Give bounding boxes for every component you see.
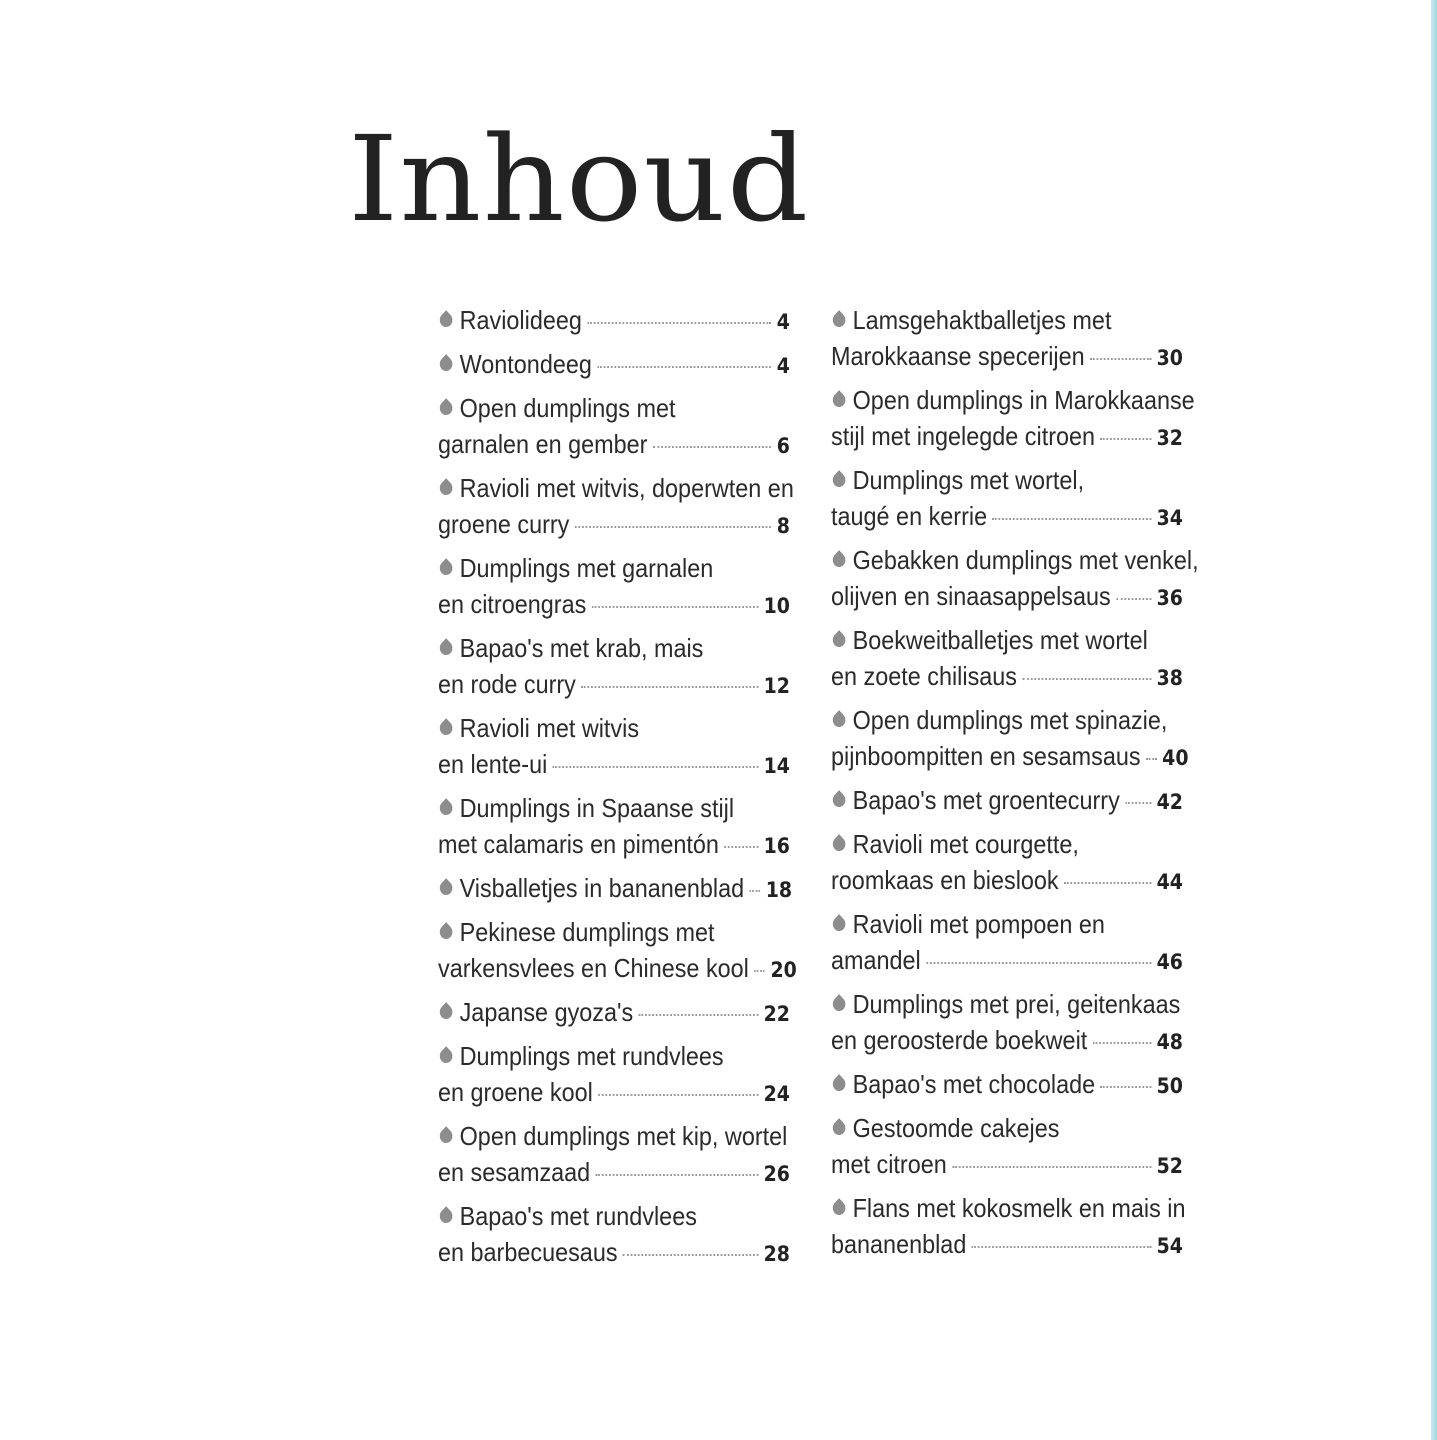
toc-entry[interactable]: [831, 1066, 1183, 1104]
dot-leader: [639, 1014, 759, 1016]
toc-entry[interactable]: [438, 914, 797, 988]
page-number: 20: [770, 958, 797, 982]
toc-entry-line: [831, 498, 1183, 536]
water-drop-icon: [830, 470, 848, 490]
toc-entry-title: Dumplings met rundvlees: [459, 1041, 724, 1071]
page-number: 26: [763, 1162, 790, 1186]
toc-entry[interactable]: [831, 782, 1183, 820]
dot-leader: [1090, 358, 1151, 360]
toc-entry-line: [438, 1118, 790, 1154]
toc-entry-title: amandel: [831, 945, 921, 975]
toc-entry[interactable]: [831, 1110, 1183, 1184]
page-number: 18: [765, 878, 793, 902]
toc-column-right: [831, 302, 1199, 1270]
toc-entry-title: en groene kool: [438, 1077, 593, 1107]
water-drop-icon: [830, 914, 848, 934]
toc-entry-title: Open dumplings met: [459, 393, 676, 423]
water-drop-icon: [830, 1118, 848, 1138]
water-drop-icon: [437, 354, 455, 374]
toc-entry-title: Visballetjes in bananenblad: [459, 873, 745, 903]
toc-entry[interactable]: [438, 470, 794, 544]
dot-leader: [1125, 802, 1151, 804]
page-number: 12: [763, 674, 790, 698]
dot-leader: [754, 970, 765, 972]
toc-entry[interactable]: [831, 462, 1183, 536]
toc-entry[interactable]: [438, 302, 790, 340]
toc-entry[interactable]: [438, 346, 790, 384]
toc-entry[interactable]: [438, 1118, 790, 1192]
toc-entry[interactable]: [831, 302, 1183, 376]
toc-entry-title: Open dumplings met kip, wortel: [459, 1121, 788, 1151]
page-number: 48: [1156, 1030, 1183, 1054]
toc-entry-title: Bapao's met rundvlees: [459, 1201, 697, 1231]
toc-entry-line: [831, 418, 1183, 456]
toc-entry[interactable]: [438, 790, 790, 864]
toc-entry-title: en sesamzaad: [438, 1157, 591, 1187]
toc-entry-line: [438, 1198, 790, 1234]
water-drop-icon: [437, 310, 455, 330]
dot-leader: [581, 686, 758, 688]
toc-entry-title: Dumplings met prei, geitenkaas: [852, 989, 1181, 1019]
page-number: 14: [763, 754, 790, 778]
toc-entry-line: [831, 1146, 1183, 1184]
water-drop-icon: [437, 718, 455, 738]
page-number: 28: [763, 1242, 790, 1266]
page-number: 54: [1156, 1234, 1183, 1258]
toc-column-left: [438, 302, 797, 1278]
toc-entry-title: en zoete chilisaus: [831, 661, 1018, 691]
water-drop-icon: [830, 390, 848, 410]
dot-leader: [596, 1174, 759, 1176]
dot-leader: [1100, 438, 1151, 440]
dot-leader: [587, 322, 771, 324]
water-drop-icon: [830, 834, 848, 854]
toc-entry-line: [831, 338, 1183, 376]
toc-entry-line: [831, 542, 1199, 578]
dot-leader: [1146, 758, 1157, 760]
toc-entry-title: pijnboompitten en sesamsaus: [831, 741, 1141, 771]
page-number: 42: [1156, 790, 1183, 814]
toc-entry-title: roomkaas en bieslook: [831, 865, 1059, 895]
toc-entry-line: [831, 702, 1183, 738]
toc-entry-line: [438, 426, 790, 464]
toc-entry[interactable]: [438, 550, 790, 624]
dot-leader: [749, 890, 760, 892]
toc-entry-title: Boekweitballetjes met wortel: [852, 625, 1148, 655]
page-number: 40: [1162, 746, 1189, 770]
dot-leader: [1093, 1042, 1152, 1044]
toc-entry-line: [831, 462, 1183, 498]
toc-entry-title: met calamaris en pimentón: [438, 829, 719, 859]
toc-entry-line: [831, 826, 1183, 862]
toc-entry-line: [438, 994, 790, 1032]
toc-entry-line: [831, 1022, 1183, 1060]
toc-entry-title: met citroen: [831, 1149, 947, 1179]
toc-entry-title: en barbecuesaus: [438, 1237, 618, 1267]
toc-entry[interactable]: [831, 1190, 1186, 1264]
toc-entry-title: Raviolideeg: [459, 305, 582, 335]
page-number: 46: [1156, 950, 1183, 974]
dot-leader: [1101, 1086, 1152, 1088]
toc-entry[interactable]: [438, 870, 793, 908]
water-drop-icon: [830, 790, 848, 810]
toc-entry-title: Flans met kokosmelk en mais in: [852, 1193, 1186, 1223]
toc-entry[interactable]: [438, 710, 790, 784]
toc-entry-title: Dumplings met wortel,: [852, 465, 1085, 495]
toc-entry-line: [438, 790, 790, 826]
water-drop-icon: [437, 878, 455, 898]
toc-entry-line: [438, 346, 790, 384]
toc-entry-line: [438, 666, 790, 704]
page-number: 24: [763, 1082, 790, 1106]
toc-entry-line: [831, 1226, 1183, 1264]
water-drop-icon: [437, 1126, 455, 1146]
toc-entry-line: [438, 1074, 790, 1112]
toc-entry-title: groene curry: [438, 509, 570, 539]
dot-leader: [926, 962, 1151, 964]
toc-entry-line: [438, 550, 790, 586]
water-drop-icon: [830, 994, 848, 1014]
toc-entry-title: en citroengras: [438, 589, 587, 619]
toc-entry-line: [438, 302, 790, 340]
water-drop-icon: [830, 1074, 848, 1094]
toc-entry[interactable]: [831, 986, 1183, 1060]
water-drop-icon: [437, 1046, 455, 1066]
toc-entry-line: [831, 658, 1183, 696]
toc-entry-line: [831, 1190, 1186, 1226]
toc-entry-title: varkensvlees en Chinese kool: [438, 953, 749, 983]
dot-leader: [1116, 598, 1151, 600]
water-drop-icon: [437, 1206, 455, 1226]
toc-entry-title: olijven en sinaasappelsaus: [831, 581, 1111, 611]
page-edge-strip: [1431, 0, 1437, 1440]
water-drop-icon: [830, 630, 848, 650]
page-number: 6: [776, 434, 790, 458]
toc-entry[interactable]: [831, 906, 1183, 980]
toc-entry-line: [831, 1066, 1183, 1104]
page-number: 50: [1156, 1074, 1183, 1098]
toc-entry-line: [831, 906, 1183, 942]
toc-entry-title: Dumplings met garnalen: [459, 553, 714, 583]
toc-entry-line: [831, 382, 1195, 418]
toc-entry[interactable]: [438, 994, 790, 1032]
toc-entry-title: Marokkaanse specerijen: [831, 341, 1085, 371]
dot-leader: [724, 846, 758, 848]
toc-entry-title: Ravioli met pompoen en: [852, 909, 1105, 939]
toc-entry-title: en geroosterde boekweit: [831, 1025, 1088, 1055]
toc-entry[interactable]: [831, 826, 1183, 900]
water-drop-icon: [437, 558, 455, 578]
toc-entry-line: [438, 470, 794, 506]
dot-leader: [1064, 882, 1151, 884]
toc-entry-title: Wontondeeg: [459, 349, 592, 379]
toc-entry-line: [831, 578, 1183, 616]
toc-entry-line: [438, 390, 790, 426]
dot-leader: [972, 1246, 1151, 1248]
water-drop-icon: [437, 478, 455, 498]
dot-leader: [575, 526, 772, 528]
toc-entry-line: [438, 746, 790, 784]
toc-entry-line: [438, 1154, 790, 1192]
toc-entry-line: [438, 630, 790, 666]
page-number: 10: [763, 594, 790, 618]
water-drop-icon: [830, 310, 848, 330]
dot-leader: [553, 766, 759, 768]
toc-entry-line: [438, 870, 793, 908]
page-number: 36: [1156, 586, 1183, 610]
water-drop-icon: [437, 1002, 455, 1022]
water-drop-icon: [830, 1198, 848, 1218]
toc-entry-line: [438, 950, 797, 988]
toc-entry-title: Ravioli met courgette,: [852, 829, 1079, 859]
page-title: Inhoud: [348, 110, 810, 248]
toc-entry-title: stijl met ingelegde citroen: [831, 421, 1096, 451]
toc-entry-line: [831, 622, 1183, 658]
page-number: 4: [776, 310, 790, 334]
page-number: 38: [1156, 666, 1183, 690]
dot-leader: [623, 1254, 758, 1256]
toc-entry[interactable]: [831, 382, 1195, 456]
dot-leader: [598, 1094, 758, 1096]
toc-entry-line: [438, 586, 790, 624]
toc-entry[interactable]: [438, 1198, 790, 1272]
water-drop-icon: [437, 798, 455, 818]
toc-entry-line: [831, 986, 1183, 1022]
toc-entry-line: [438, 1038, 790, 1074]
toc-entry-line: [438, 914, 790, 950]
toc-entry-line: [438, 826, 790, 864]
toc-entry-line: [831, 942, 1183, 980]
page-number: 30: [1156, 346, 1183, 370]
toc-entry-line: [831, 862, 1183, 900]
page-number: 34: [1156, 506, 1183, 530]
dot-leader: [597, 366, 771, 368]
toc-entry-line: [831, 302, 1183, 338]
toc-entry[interactable]: [831, 542, 1199, 616]
dot-leader: [952, 1166, 1151, 1168]
water-drop-icon: [437, 398, 455, 418]
toc-entry[interactable]: [438, 390, 790, 464]
toc-entry-title: en lente-ui: [438, 749, 548, 779]
toc-entry-title: Pekinese dumplings met: [459, 917, 715, 947]
water-drop-icon: [437, 638, 455, 658]
toc-entry-title: en rode curry: [438, 669, 576, 699]
toc-entry-title: Ravioli met witvis: [459, 713, 640, 743]
page-number: 32: [1156, 426, 1183, 450]
water-drop-icon: [830, 550, 848, 570]
toc-entry-title: Bapao's met krab, mais: [459, 633, 704, 663]
toc-entry[interactable]: [438, 1038, 790, 1112]
toc-entry-line: [438, 710, 790, 746]
page-number: 52: [1156, 1154, 1183, 1178]
page-number: 22: [763, 1002, 790, 1026]
toc-entry-title: Ravioli met witvis, doperwten en: [459, 473, 794, 503]
toc-entry-title: bananenblad: [831, 1229, 967, 1259]
page-number: 4: [776, 354, 790, 378]
page-number: 16: [763, 834, 790, 858]
toc-entry-title: Gebakken dumplings met venkel,: [852, 545, 1199, 575]
toc-entry-title: Bapao's met groentecurry: [852, 785, 1120, 815]
water-drop-icon: [830, 710, 848, 730]
toc-entry-line: [831, 1110, 1183, 1146]
toc-entry-line: [438, 506, 790, 544]
toc-entry-title: taugé en kerrie: [831, 501, 988, 531]
toc-entry[interactable]: [831, 702, 1189, 776]
toc-entry-line: [831, 738, 1189, 776]
toc-entry-title: Lamsgehaktballetjes met: [852, 305, 1112, 335]
dot-leader: [993, 518, 1152, 520]
toc-entry-title: Open dumplings met spinazie,: [852, 705, 1168, 735]
toc-entry-title: Gestoomde cakejes: [852, 1113, 1060, 1143]
toc-entry-title: garnalen en gember: [438, 429, 648, 459]
toc-entry-line: [831, 782, 1183, 820]
toc-entry-title: Bapao's met chocolade: [852, 1069, 1096, 1099]
page-number: 8: [776, 514, 790, 538]
dot-leader: [1022, 678, 1151, 680]
toc-entry-title: Open dumplings in Marokkaanse: [852, 385, 1195, 415]
toc-entry[interactable]: [438, 630, 790, 704]
toc-entry[interactable]: [831, 622, 1183, 696]
dot-leader: [592, 606, 759, 608]
dot-leader: [653, 446, 771, 448]
toc-entry-title: Japanse gyoza's: [459, 997, 634, 1027]
toc-entry-line: [438, 1234, 790, 1272]
page-number: 44: [1156, 870, 1183, 894]
water-drop-icon: [437, 922, 455, 942]
toc-entry-title: Dumplings in Spaanse stijl: [459, 793, 735, 823]
